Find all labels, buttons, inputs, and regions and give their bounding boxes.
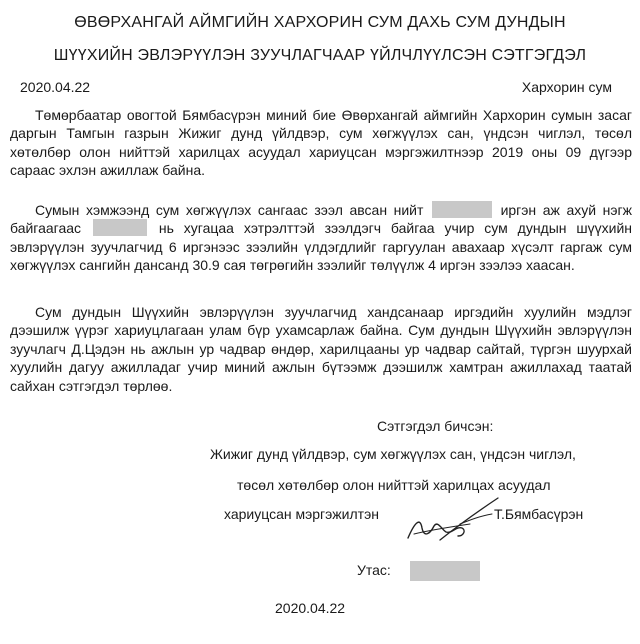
phone-label: Утас:: [357, 562, 391, 578]
signer-position-line-2: төсөл хөтөлбөр олон нийттэй харилцах асуудал: [237, 477, 551, 493]
paragraph-2-part-b: иргэн аж ахуй нэгж байгаагаас: [10, 202, 632, 237]
title-line-2: ШҮҮХИЙН ЭВЛЭРҮҮЛЭН ЗУУЧЛАГЧААР ҮЙЛЧЛҮҮЛСЭН СЭТГЭГДЭЛ: [53, 47, 587, 64]
redacted-amount: [93, 219, 147, 236]
signature-caption: Сэтгэгдэл бичсэн:: [377, 418, 494, 434]
handwritten-signature: [400, 494, 500, 554]
header-place: Хархорин сум: [521, 79, 612, 95]
paragraph-2-part-c: нь хугацаа хэтрэлттэй зээлдэгч байгаа учир сум дундын шүүхийн эвлэрүүлэн зуучлагчид 6 иргэнээс зээлийн үлдэгдлийг гаргуулан авахаар хүсэлт гаргаж сум хөгжүүлэх сангийн дансанд 30.9 сая төгрөгийн зээлийг төлүүлж 4 иргэн зээлээ хаасан.: [10, 220, 633, 274]
paragraph-2: [10, 201, 632, 275]
footer-date: 2020.04.22: [275, 600, 346, 616]
signer-name: Т.Бямбасүрэн: [494, 506, 584, 522]
paragraph-1: Төмөрбаатар овогтой Бямбасүрэн миний бие Өвөрхангай аймгийн Хархорин сумын засаг даргын Тамгын газрын Жижиг дунд үйлдвэр, сум хөгжүүлэх сан, үндсэн чиглэл, төсөл хөтөлбөр олон нийттэй харилцах асуудал хариуцсан мэргэжилтнээр 2019 оны 09 дүгээр сараас эхлэн ажиллаж байна.: [10, 107, 632, 179]
redacted-count: [432, 201, 492, 218]
signer-position-line-1: Жижиг дунд үйлдвэр, сум хөгжүүлэх сан, үндсэн чиглэл,: [210, 446, 576, 462]
header-date: 2020.04.22: [20, 79, 91, 95]
paragraph-3: Сум дундын Шүүхийн эвлэрүүлэн зуучлагчид хандсанаар иргэдийн хуулийн мэдлэг дээшилж үүрэг хариуцлагаан улам бүр ухамсарлаж байна. Сум дундын Шүүхийн эвлэрүүлэн зуучлагч Д.Цэдэн нь ажлын ур чадвар өндөр, харилцааны ур чадвар сайтай, түргэн шуурхай хуулийн дагуу ажилладаг учир миний ажлын бүтээмж дээшилж хамтран ажиллахад таатай сайхан сэтгэгдэл төрлөө.: [10, 304, 632, 394]
title-line-1: ӨВӨРХАНГАЙ АЙМГИЙН ХАРХОРИН СУМ ДАХЬ СУМ ДУНДЫН: [74, 14, 566, 31]
redacted-phone: [410, 561, 480, 581]
signer-position-line-3: хариуцсан мэргэжилтэн: [224, 506, 379, 522]
paragraph-2-part-a: Сумын хэмжээнд сум хөгжүүлэх сангаас зээл авсан нийт: [35, 202, 424, 218]
